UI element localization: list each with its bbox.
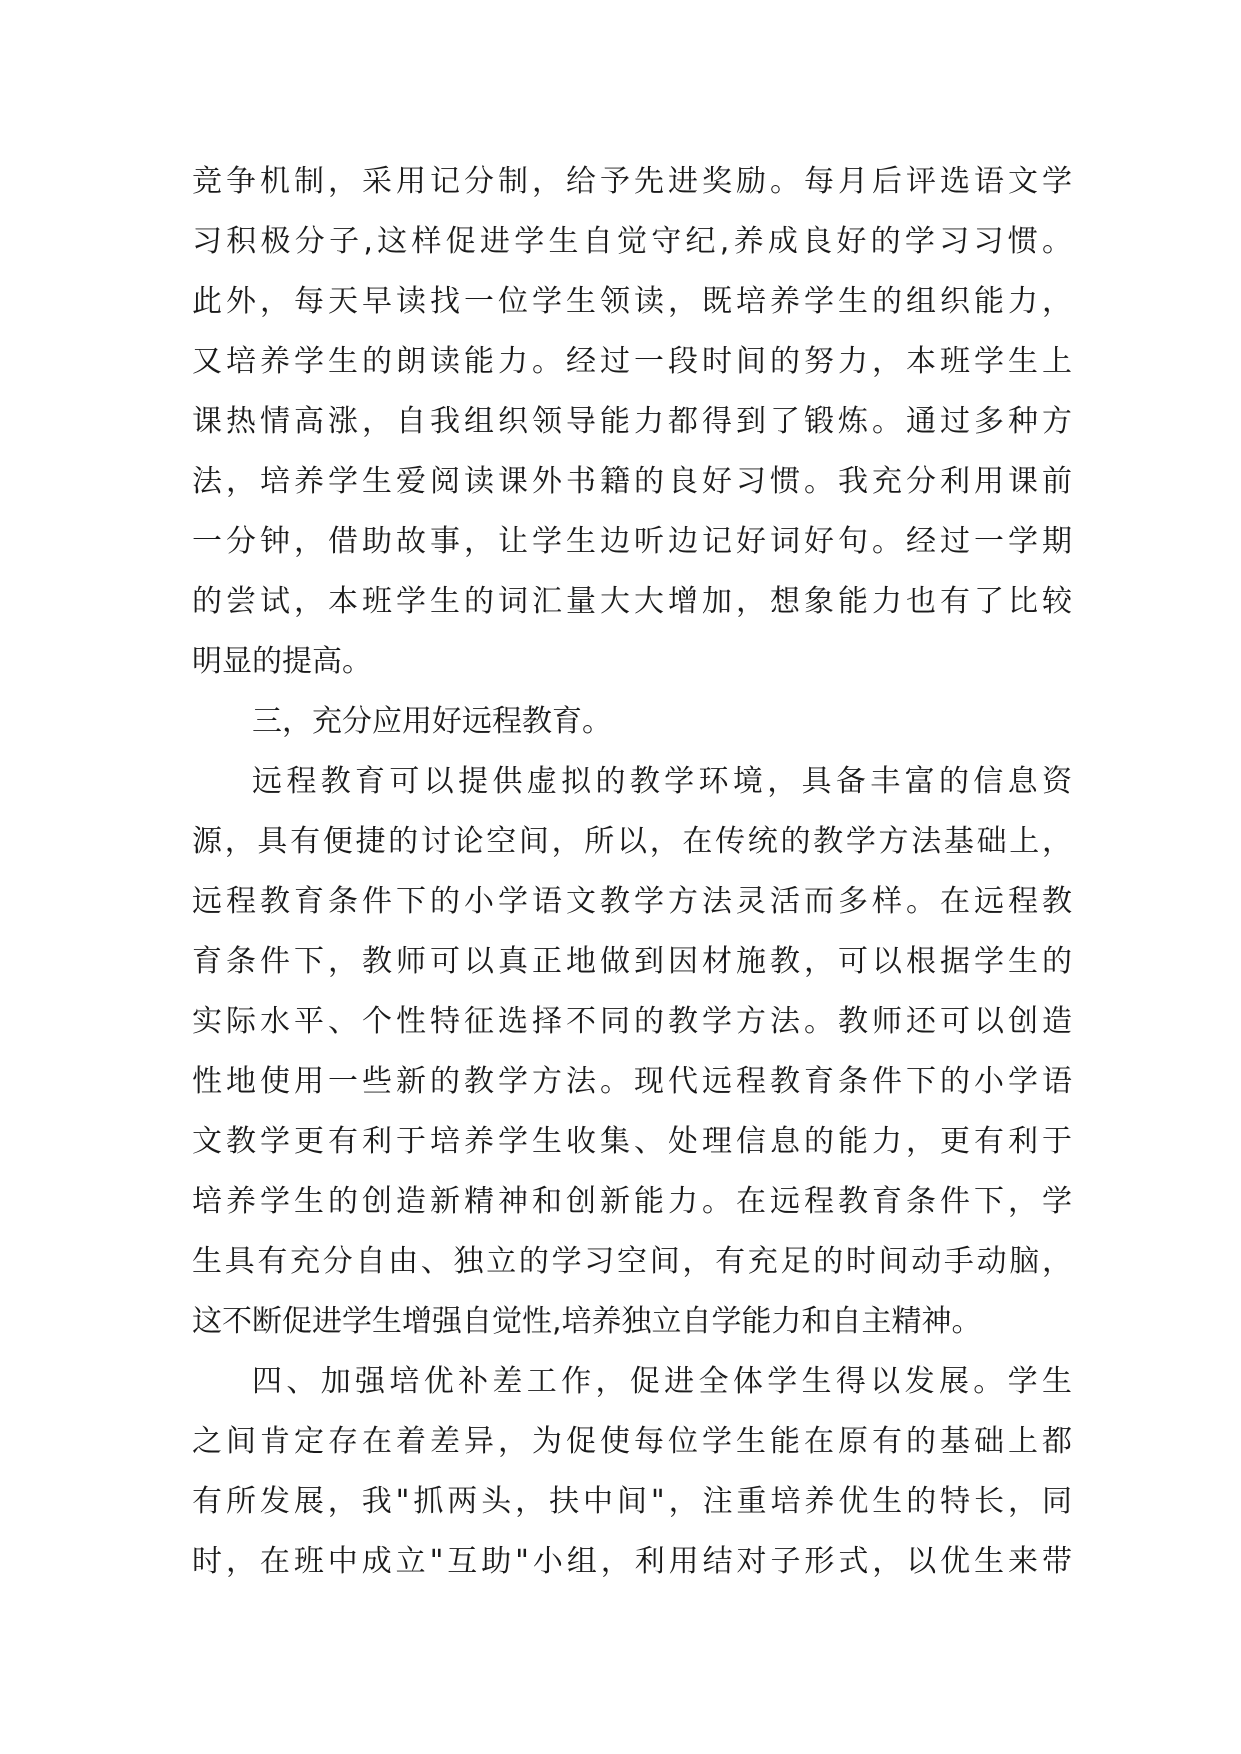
text-line: 法，培养学生爱阅读课外书籍的良好习惯。我充分利用课前 xyxy=(192,464,1072,499)
text-line: 此外，每天早读找一位学生领读，既培养学生的组织能力， xyxy=(192,284,1072,319)
text-line: 实际水平、个性特征选择不同的教学方法。教师还可以创造 xyxy=(192,1004,1072,1039)
text-line: 竞争机制，采用记分制，给予先进奖励。每月后评选语文学 xyxy=(192,164,1072,199)
text-line: 时，在班中成立"互助"小组，利用结对子形式，以优生来带 xyxy=(192,1544,1072,1579)
text-line: 课热情高涨，自我组织领导能力都得到了锻炼。通过多种方 xyxy=(192,404,1072,439)
text-line: 文教学更有利于培养学生收集、处理信息的能力，更有利于 xyxy=(192,1124,1072,1159)
text-line: 习积极分子,这样促进学生自觉守纪,养成良好的学习习惯。 xyxy=(192,224,1072,259)
paragraph-first-line: 远程教育可以提供虚拟的教学环境，具备丰富的信息资 xyxy=(252,764,1072,799)
text-line: 培养学生的创造新精神和创新能力。在远程教育条件下，学 xyxy=(192,1184,1072,1219)
text-line: 之间肯定存在着差异，为促使每位学生能在原有的基础上都 xyxy=(192,1424,1072,1459)
paragraph-end-line: 这不断促进学生增强自觉性,培养独立自学能力和自主精神。 xyxy=(192,1304,982,1339)
paragraph-end-line: 明显的提高。 xyxy=(192,644,372,679)
body-text xyxy=(192,152,1072,1592)
text-line: 源，具有便捷的讨论空间，所以，在传统的教学方法基础上， xyxy=(192,824,1072,859)
text-line: 一分钟，借助故事，让学生边听边记好词好句。经过一学期 xyxy=(192,524,1072,559)
text-line: 性地使用一些新的教学方法。现代远程教育条件下的小学语 xyxy=(192,1064,1072,1099)
paragraph-first-line: 四、加强培优补差工作，促进全体学生得以发展。学生 xyxy=(252,1364,1072,1399)
section-heading: 三，充分应用好远程教育。 xyxy=(252,704,612,739)
text-line: 又培养学生的朗读能力。经过一段时间的努力，本班学生上 xyxy=(192,344,1072,379)
text-line: 的尝试，本班学生的词汇量大大增加，想象能力也有了比较 xyxy=(192,584,1072,619)
text-line: 生具有充分自由、独立的学习空间，有充足的时间动手动脑， xyxy=(192,1244,1072,1279)
text-line: 远程教育条件下的小学语文教学方法灵活而多样。在远程教 xyxy=(192,884,1072,919)
text-line: 有所发展，我"抓两头，扶中间"，注重培养优生的特长，同 xyxy=(192,1484,1072,1519)
text-line: 育条件下，教师可以真正地做到因材施教，可以根据学生的 xyxy=(192,944,1072,979)
